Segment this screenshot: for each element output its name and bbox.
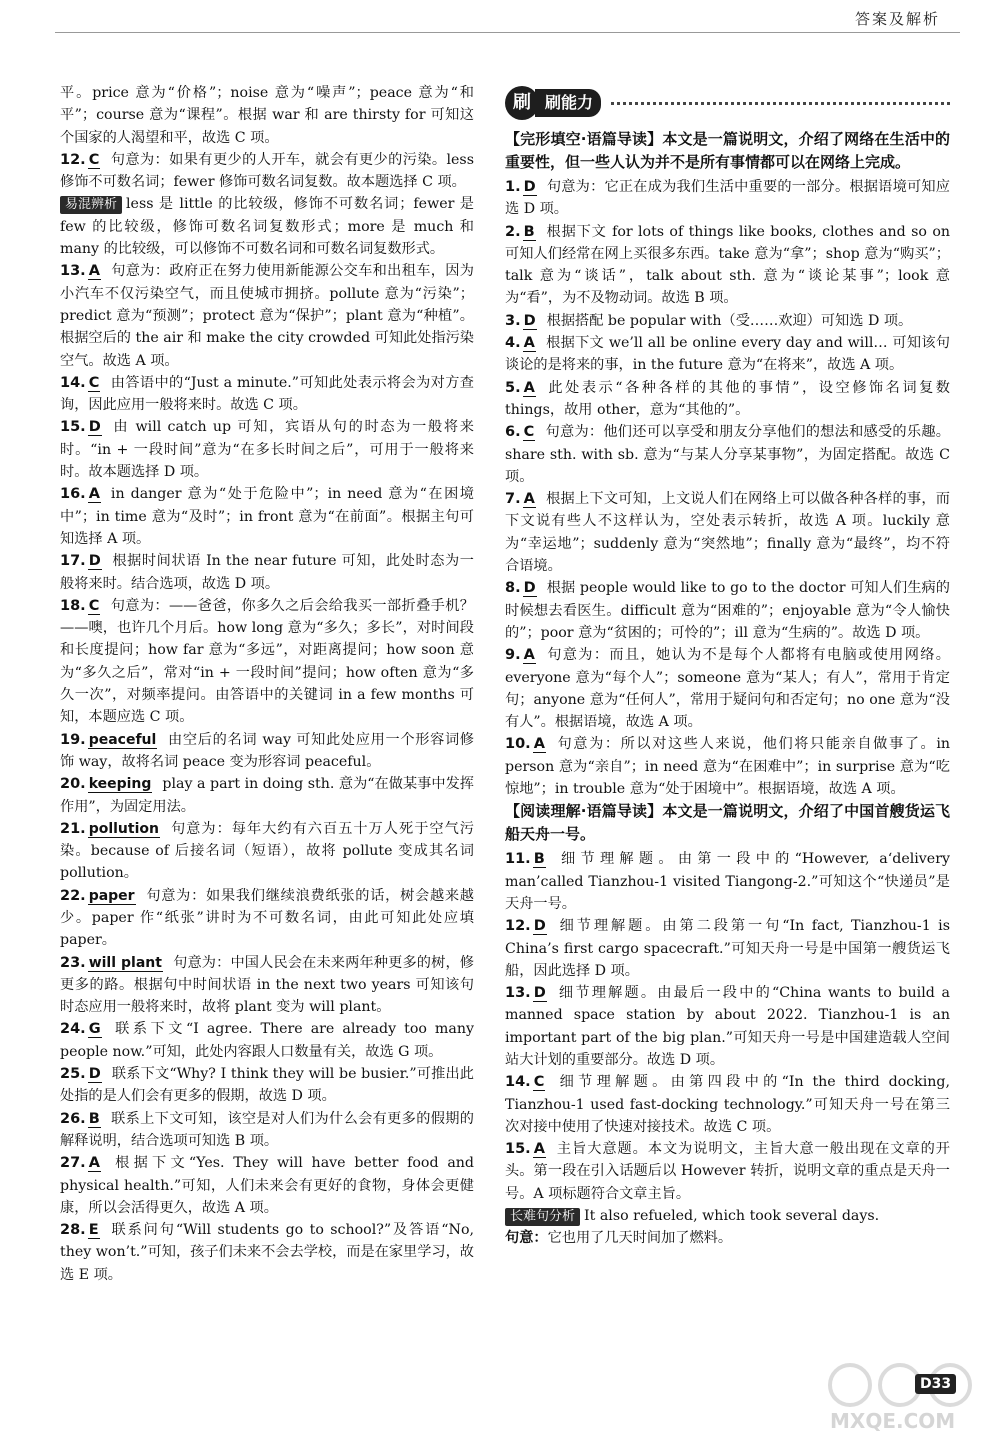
item-answer: A <box>88 263 100 280</box>
item-number: 19. <box>60 731 86 748</box>
left-column <box>60 82 474 1286</box>
item-answer: D <box>88 553 101 570</box>
answer-item <box>60 372 474 417</box>
item-explanation: less 是 little 的比较级，修饰不可数名词；fewer 是 few 的比较级，修饰可数名词复数形式；more 是 much 和 many 的比较级，可以修饰不可数名词和可数名词复数形式。 <box>60 196 474 258</box>
cloze-guide: 【完形填空·语篇导读】本文是一篇说明文，介绍了网络在生活中的重要性，但一些人认为并不是所有事情都可以在网络上完成。 <box>505 130 950 171</box>
note-tag: 易混辨析 <box>60 196 122 214</box>
item-answer: A <box>88 486 100 503</box>
item-answer: D <box>88 1066 101 1083</box>
item-explanation: 联系下文“I agree. There are already too many people now.”可知，此处内容跟人口数量有关，故选 G 项。 <box>60 1021 474 1060</box>
answer-item <box>505 848 950 915</box>
item-number: 3. <box>505 312 521 329</box>
item-answer: A <box>523 647 535 664</box>
item-explanation: 句意为：每年大约有六百五十万人死于空气污染。because of 后接名词（短语），故将 pollute 变成其名词 pollution。 <box>60 820 474 882</box>
item-explanation: 由 will catch up 可知，宾语从句的时态为一般将来时。“in + 一段时间”意为“在多长时间之后”，可用于一般将来时。故本题选择 D 项。 <box>60 419 474 481</box>
item-explanation: 句意为：而且，她认为不是每个人都将有电脑或使用网络。everyone 意为“每个人”；someone 意为“某人；有人”，常用于肯定句；anyone 意为“任何人”，常用于疑问句和否定句；no one 意为“没有人”。根据语境，故选 A 项。 <box>505 647 950 731</box>
reading-answer-list <box>505 848 950 1205</box>
watermark-logo <box>820 1360 990 1435</box>
item-number: 13. <box>505 985 531 1002</box>
answer-item <box>60 149 474 194</box>
item-answer: A <box>523 379 535 396</box>
item-number: 6. <box>505 424 521 441</box>
item-explanation: 细节理解题。由第四段中的“In the third docking, Tianzhou-1 used fast-docking technology.”可知天舟一号在第三次对接中使用了快速对接技术。故选 C 项。 <box>505 1074 950 1135</box>
item-number: 9. <box>505 647 521 664</box>
item-number: 28. <box>60 1222 86 1239</box>
answer-item <box>505 421 950 488</box>
item-answer: will plant <box>88 954 162 971</box>
page-number: D33 <box>915 1374 956 1394</box>
answer-item <box>505 915 950 982</box>
item-number: 22. <box>60 887 86 904</box>
watermark-text: MXQE.COM <box>830 1409 956 1433</box>
item-number: 17. <box>60 553 86 570</box>
item-explanation: 根据时间状语 In the near future 可知，此处时态为一般将来时。结合选项，故选 D 项。 <box>60 553 474 592</box>
item-explanation: 主旨大意题。本文为说明文，主旨大意一般出现在文章的开头。第一段在引入话题后以 However 转折，说明文章的重点是天舟一号。A 项标题符合文章主旨。 <box>505 1141 950 1202</box>
item-answer: D <box>523 580 536 597</box>
item-answer: A <box>523 335 535 352</box>
answer-item <box>60 773 474 818</box>
item-number: 7. <box>505 491 521 508</box>
item-number: 27. <box>60 1155 86 1172</box>
answer-item <box>505 1071 950 1138</box>
item-answer: D <box>88 419 101 436</box>
analysis-sentence: It also refueled, which took several days. <box>584 1208 880 1225</box>
item-explanation: 句意为：如果我们继续浪费纸张的话，树会越来越少。paper 作“纸张”讲时为不可数名词，由此可知此处应填 paper。 <box>60 887 474 949</box>
answer-item <box>505 377 950 422</box>
item-number: 23. <box>60 954 86 971</box>
item-number: 2. <box>505 223 521 240</box>
answer-item <box>60 193 474 260</box>
item-answer: D <box>533 918 546 935</box>
item-answer: D <box>523 179 536 195</box>
item-number: 8. <box>505 580 521 597</box>
item-number: 25. <box>60 1066 86 1083</box>
item-number: 20. <box>60 776 86 793</box>
item-answer: B <box>88 1110 100 1127</box>
translation-text: 它也用了几天时间加了燃料。 <box>547 1230 733 1247</box>
item-answer: D <box>523 312 536 329</box>
item-answer: A <box>533 736 545 753</box>
item-answer: A <box>533 1141 545 1158</box>
item-explanation: 句意为：——爸爸，你多久之后会给我买一部折叠手机？——噢，也许几个月后。how long 意为“多久；多长”，对时间段和长度提问；how far 意为“多远”，对距离提问；how soon 意为“多久之后”，常对“in + 一段时间”提问；how often 意为“多久一次”，对频率提问。由答语中的关键词 in a few months 可知，本题应选 C 项。 <box>60 597 474 726</box>
answer-item <box>505 1138 950 1205</box>
answer-item <box>60 550 474 595</box>
answer-item <box>60 952 474 1019</box>
item-number: 5. <box>505 379 521 396</box>
item-explanation: 联系问句“Will students go to school?”及答语“No, they won’t.”可知，孩子们未来不会去学校，而是在家里学习，故选 E 项。 <box>60 1222 474 1283</box>
answer-item <box>505 733 950 800</box>
answer-item <box>60 818 474 885</box>
item-explanation: 细节理解题。由第二段第一句“In fact, Tianzhou-1 is China’s first cargo spacecraft.”可知天舟一号是中国第一艘货运飞船，因此选择 D 项。 <box>505 918 950 979</box>
item-answer: keeping <box>88 776 152 793</box>
item-explanation: play a part in doing sth. 意为“在做某事中发挥作用”，为固定用法。 <box>60 776 474 815</box>
item-answer: paper <box>88 887 135 904</box>
item-explanation: 句意为：中国人民会在未来两年种更多的树，修更多的路。根据句中时间状语 in the next two years 可知该句时态应用一般将来时，故将 plant 变为 will plant。 <box>60 954 474 1016</box>
answer-item <box>60 595 474 729</box>
item-explanation: 句意为：他们还可以享受和朋友分享他们的想法和感受的乐趣。share sth. with sb. 意为“与某人分享某事物”，为固定搭配。故选 C 项。 <box>505 424 950 485</box>
item-explanation: 根据 people would like to go to the doctor 可知人们生病的时候想去看医生。difficult 意为“困难的”；enjoyable 意为“令人愉快的”；poor 意为“贫困的；可怜的”；ill 意为“生病的”。故选 D 项。 <box>505 580 950 641</box>
answer-item <box>505 982 950 1071</box>
answer-item <box>60 885 474 952</box>
answer-item <box>505 644 950 733</box>
item-explanation: 由答语中的“Just a minute.”可知此处表示将会为对方查询，因此应用一般将来时。故选 C 项。 <box>60 374 474 414</box>
item-explanation: 根据下文 for lots of things like books, clothes and so on 可知人们经常在网上买很多东西。take 意为“拿”；shop 意为“购买”；talk 意为“谈话”，talk about sth. 意为“谈论某事”；look 意为“看”，为不及物动词。故选 B 项。 <box>505 223 950 307</box>
item-explanation: 根据下文“Yes. They will have better food and physical health.”可知，人们未来会有更好的食物，身体会更健康，所以会活得更久，故选 A 项。 <box>60 1155 474 1216</box>
item-answer: C <box>88 597 100 614</box>
item-number: 15. <box>505 1141 531 1158</box>
item-number: 12. <box>505 918 531 935</box>
item-explanation: in danger 意为“处于危险中”；in need 意为“在困境中”；in time 意为“及时”；in front 意为“在前面”。根据主句可知选择 A 项。 <box>60 486 474 547</box>
item-number: 15. <box>60 419 86 436</box>
item-answer: B <box>523 223 535 240</box>
watermark-icon <box>820 1360 990 1410</box>
answer-item <box>505 488 950 577</box>
answer-item <box>505 176 950 221</box>
item-number: 11. <box>505 851 531 868</box>
item-number: 21. <box>60 820 86 837</box>
item-explanation: 句意为：政府正在努力使用新能源公交车和出租车，因为小汽车不仅污染空气，而且使城市拥挤。pollute 意为“污染”；predict 意为“预测”；protect 意为“保护”；plant 意为“种植”。根据空后的 the air 和 make the city crowded 可知此处指污染空气。故选 A 项。 <box>60 263 474 369</box>
header-title: 答案及解析 <box>854 10 940 28</box>
item-answer: G <box>88 1021 101 1038</box>
item-answer: C <box>523 424 535 441</box>
left-answer-list <box>60 149 474 1286</box>
reading-guide: 【阅读理解·语篇导读】本文是一篇说明文，介绍了中国首艘货运飞船天舟一号。 <box>505 802 950 844</box>
dotted-divider <box>611 102 950 105</box>
answer-item <box>60 1018 474 1063</box>
item-answer: C <box>88 374 100 391</box>
item-answer: peaceful <box>88 731 157 748</box>
item-explanation: 此处表示“各种各样的其他的事情”，设空修饰名词复数 things，故用 other，意为“其他的”。 <box>505 379 950 418</box>
section-header <box>505 82 950 124</box>
item-answer: C <box>88 151 100 168</box>
item-answer: E <box>88 1222 99 1239</box>
item-answer: D <box>533 985 546 1002</box>
answer-item <box>60 483 474 550</box>
translation-label: 句意： <box>505 1230 548 1247</box>
analysis-tag: 长难句分析 <box>505 1208 580 1226</box>
item-answer: A <box>523 491 535 508</box>
item-explanation: 根据搭配 be popular with（受……欢迎）可知选 D 项。 <box>546 312 913 329</box>
answer-item <box>60 1152 474 1219</box>
answer-item <box>60 729 474 774</box>
sentence-analysis <box>505 1205 950 1227</box>
item-answer: C <box>533 1074 545 1091</box>
answer-item <box>505 310 950 332</box>
item-explanation: 细节理解题。由第一段中的“However, a‘delivery man’called Tianzhou-1 visited Tiangong-2.”可知这个“快递员”是天舟一号。 <box>505 851 950 912</box>
section-label: 刷能力 <box>535 89 601 117</box>
sentence-translation <box>505 1227 950 1249</box>
item-number: 14. <box>60 374 86 391</box>
brush-badge-icon: 刷 <box>505 86 539 120</box>
answer-item <box>505 221 950 310</box>
right-column <box>505 82 950 1250</box>
answer-item <box>60 260 474 371</box>
item-number: 10. <box>505 736 531 753</box>
item-explanation: 句意为：所以对这些人来说，他们将只能亲自做事了。in person 意为“亲自”；in need 意为“在困难中”；in surprise 意为“吃惊地”；in trouble 意为“处于困境中”。根据语境，故选 A 项。 <box>505 736 950 798</box>
item-number: 12. <box>60 151 86 168</box>
item-explanation: 句意为：如果有更少的人开车，就会有更少的污染。less 修饰不可数名词；fewer 修饰可数名词复数。故本题选择 C 项。 <box>60 151 474 191</box>
answer-item <box>60 1063 474 1108</box>
item-explanation: 细节理解题。由最后一段中的“China wants to build a manned space station by about 2022. Tianzhou-1 is an important part of the big plan.”可知天舟一号是中国建造载人空间站大计划的重要部分。故选 D 项。 <box>505 985 950 1068</box>
item-explanation: 根据上下文可知，上文说人们在网络上可以做各种各样的事，而下文说有些人不这样认为，空处表示转折，故选 A 项。luckily 意为“幸运地”；suddenly 意为“突然地”；finally 意为“最终”，均不符合语境。 <box>505 491 950 575</box>
item-answer: B <box>533 851 545 868</box>
header-rule <box>55 32 960 33</box>
cloze-answer-list <box>505 176 950 800</box>
item-number: 16. <box>60 486 86 503</box>
item-answer: A <box>88 1155 100 1172</box>
item-number: 24. <box>60 1021 86 1038</box>
item-number: 4. <box>505 335 521 352</box>
answer-item <box>505 577 950 644</box>
item-explanation: 联系上下文可知，该空是对人们为什么会有更多的假期的解释说明，结合选项可知选 B 项。 <box>60 1110 474 1149</box>
item-number: 26. <box>60 1110 86 1127</box>
item-number: 13. <box>60 263 86 280</box>
item-number: 18. <box>60 597 86 614</box>
item-explanation: 根据下文 we’ll all be online every day and will… 可知该句谈论的是将来的事，in the future 意为“在将来”，故选 A 项。 <box>505 335 950 374</box>
answer-item <box>60 416 474 483</box>
answer-item <box>60 1219 474 1286</box>
item-number: 1. <box>505 179 521 195</box>
item-number: 14. <box>505 1074 531 1091</box>
answer-item <box>505 332 950 377</box>
item-answer: pollution <box>88 820 159 837</box>
item-explanation: 句意为：它正在成为我们生活中重要的一部分。根据语境可知应选 D 项。 <box>505 179 950 218</box>
answer-item <box>60 1108 474 1153</box>
left-intro-paragraph: 平。price 意为“价格”；noise 意为“噪声”；peace 意为“和平”；course 意为“课程”。根据 war 和 are thirsty for 可知这个国家的人渴望和平，故选 C 项。 <box>60 85 474 146</box>
item-explanation: 联系下文“Why? I think they will be busier.”可推出此处指的是人们会有更多的假期，故选 D 项。 <box>60 1066 474 1105</box>
item-explanation: 由空后的名词 way 可知此处应用一个形容词修饰 way，故将名词 peace 变为形容词 peaceful。 <box>60 731 474 770</box>
